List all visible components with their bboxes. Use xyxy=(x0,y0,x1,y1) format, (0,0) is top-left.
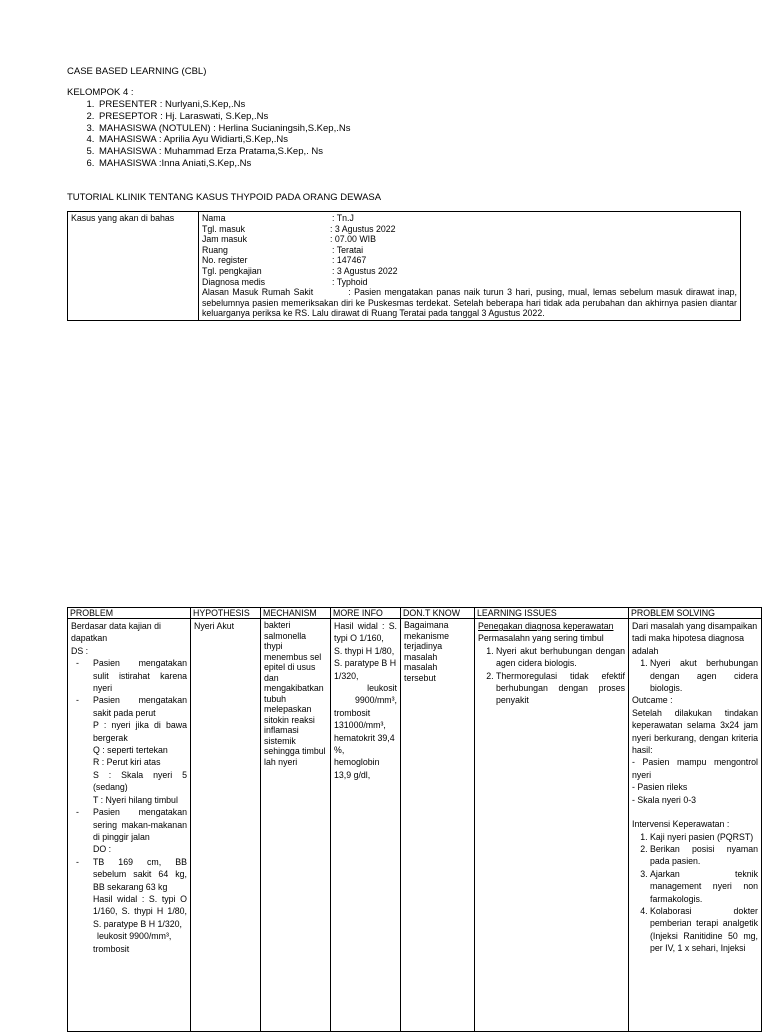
pqrst-p: P : nyeri jika di bawa bergerak xyxy=(93,720,187,743)
case-table xyxy=(67,211,741,321)
field-value: : 07.00 WIB xyxy=(330,234,376,245)
member-item: 5. MAHASISWA : Muhammad Erza Pratama,S.Kep,. Ns xyxy=(97,146,350,158)
learning-intro: Permasalahn yang sering timbul xyxy=(478,633,604,644)
member-item: 2. PRESEPTOR : Hj. Laraswati, S.Kep,.Ns xyxy=(97,111,350,123)
list-item: 2. Thermoregulasi tidak efektif berhubungan dengan proses penyakit xyxy=(496,670,625,707)
document-title: CASE BASED LEARNING (CBL) xyxy=(67,66,207,77)
field-value: : Teratai xyxy=(332,244,364,255)
solving-intro: Dari masalah yang disampaikan tadi maka hipotesa diagnosa adalah xyxy=(632,621,758,656)
header-row xyxy=(68,608,762,619)
more-info-line: Hasil widal : S. typi O 1/160, xyxy=(334,621,397,644)
cbl-table xyxy=(67,607,762,1032)
criteria-item: - Pasien rileks xyxy=(632,782,688,793)
more-info-line: S. thypi H 1/80, xyxy=(334,645,395,656)
field-value: : 3 Agustus 2022 xyxy=(330,223,396,234)
tutorial-title: TUTORIAL KLINIK TENTANG KASUS THYPOID PADA ORANG DEWASA xyxy=(67,192,382,203)
member-item: 6. MAHASISWA :Inna Aniati,S.Kep,.Ns xyxy=(97,158,350,170)
pqrst-t: T : Nyeri hilang timbul xyxy=(93,794,178,805)
list-item: 3. Ajarkan teknik management nyeri non farmakologis. xyxy=(650,868,758,905)
list-item: - TB 169 cm, BB sebelum sakit 64 kg, BB sekarang 63 kg xyxy=(71,856,187,893)
header-more-info: MORE INFO xyxy=(331,608,401,619)
intervensi-label: Intervensi Keperawatan : xyxy=(632,819,730,830)
case-field-nama xyxy=(202,213,737,224)
list-item: - Pasien mengatakan sakit pada perut xyxy=(71,694,187,719)
field-key: Tgl. masuk xyxy=(202,223,246,234)
field-key: No. register xyxy=(202,255,248,266)
learning-list xyxy=(478,645,625,707)
case-field-no-register xyxy=(202,255,737,266)
cell-more-info xyxy=(331,619,401,1032)
list-item: 1. Nyeri akut berhubungan dengan agen cidera biologis. xyxy=(496,645,625,670)
field-value: : 147467 xyxy=(332,255,367,266)
list-item: 2. Berikan posisi nyaman pada pasien. xyxy=(650,843,758,868)
case-field-diagnosa xyxy=(202,277,737,288)
cell-mechanism: bakteri salmonella thypi menembus sel epitel di usus dan mengakibatkan tubuh melepaskan sitokin reaksi inflamasi sistemik sehingga timbul lah nyeri xyxy=(261,619,331,1032)
table-row xyxy=(68,619,762,1032)
more-info-line: hematokrit 39,4 %, xyxy=(334,732,395,756)
member-item: 3. MAHASISWA (NOTULEN) : Herlina Sucianingsih,S.Kep,.Ns xyxy=(97,123,350,135)
alasan-text: : Pasien mengatakan panas naik turun 3 hari, pusing, mual, lemas sebelum masuk dirawat inap, sebelumnya pasien memeriksakan diri ke Puskesmas terdekat. Setelah beberapa hari tidak ada perubahan dan akhirnya pasien diantar keluarganya periksa ke RS. Lalu dirawat di Ruang Teratai pada tanggal 3 Agustus 2022. xyxy=(202,287,737,319)
field-key: Jam masuk xyxy=(202,234,247,245)
field-key: Nama xyxy=(202,213,226,223)
criteria-item: - Pasien mampu mengontrol nyeri xyxy=(632,757,758,780)
problem-intro: Berdasar data kajian di dapatkan xyxy=(71,621,161,644)
more-info-line: trombosit 131000/mm³, xyxy=(334,707,386,731)
pqrst-r: R : Perut kiri atas xyxy=(93,757,161,768)
case-field-tgl-pengkajian xyxy=(202,266,737,277)
problem-ds-label: DS : xyxy=(71,645,89,656)
header-dont-know: DON.T KNOW xyxy=(401,608,475,619)
case-alasan xyxy=(202,287,737,319)
case-field-ruang xyxy=(202,245,737,256)
intervention-list xyxy=(632,831,758,955)
pqrst-s: S : Skala nyeri 5 (sedang) xyxy=(93,769,187,793)
member-item: 1. PRESENTER : Nurlyani,S.Kep,.Ns xyxy=(97,99,350,111)
case-field-jam-masuk xyxy=(202,234,737,245)
header-problem-solving: PROBLEM SOLVING xyxy=(629,608,762,619)
alasan-label: Alasan Masuk Rumah Sakit xyxy=(202,287,314,298)
problem-do-label: DO : xyxy=(93,844,112,855)
field-value: : 3 Agustus 2022 xyxy=(332,265,398,276)
outcome-text: Setelah dilakukan tindakan keperawatan selama 3x24 jam nyeri berkurang, dengan kriteria hasil: xyxy=(632,707,758,756)
list-item: - Pasien mengatakan sering makan-makanan di pinggir jalan xyxy=(71,806,187,843)
field-value: : Typhoid xyxy=(332,276,368,287)
learning-heading: Penegakan diagnosa keperawatan xyxy=(478,621,614,631)
list-item: - Pasien mengatakan sulit istirahat karena nyeri xyxy=(71,657,187,694)
list-item: 4. Kolaborasi dokter pemberian terapi analgetik (Injeksi Ranitidine 50 mg, per IV, 1 x sehari, Injeksi xyxy=(650,905,758,955)
cell-hypothesis: Nyeri Akut xyxy=(191,619,261,1032)
outcome-label: Outcame : xyxy=(632,695,673,706)
problem-trombosit: trombosit xyxy=(93,943,130,954)
cell-problem xyxy=(68,619,191,1032)
problem-widal: Hasil widal : S. typi O 1/160, S. thypi H 1/80, S. paratype B H 1/320, xyxy=(93,893,187,929)
criteria-item: - Skala nyeri 0-3 xyxy=(632,794,697,805)
header-mechanism: MECHANISM xyxy=(261,608,331,619)
field-key: Diagnosa medis xyxy=(202,276,266,287)
cell-problem-solving xyxy=(629,619,762,1032)
case-label: Kasus yang akan di bahas xyxy=(68,212,199,321)
diagnosis-list xyxy=(632,657,758,694)
cell-learning-issues xyxy=(475,619,629,1032)
header-hypothesis: HYPOTHESIS xyxy=(191,608,261,619)
field-key: Ruang xyxy=(202,244,228,255)
header-learning-issues: LEARNING ISSUES xyxy=(475,608,629,619)
pqrst-q: Q : seperti tertekan xyxy=(93,745,168,756)
field-key: Tgl. pengkajian xyxy=(202,265,262,276)
cell-dont-know: Bagaimana mekanisme terjadinya masalah masalah tersebut xyxy=(401,619,475,1032)
problem-leukosit: leukosit 9900/mm³, xyxy=(97,931,172,942)
member-item: 4. MAHASISWA : Aprilia Ayu Widiarti,S.Kep,.Ns xyxy=(97,134,350,146)
more-info-line: leukosit 9900/mm³, xyxy=(354,683,397,706)
case-details xyxy=(199,212,741,321)
case-field-tgl-masuk xyxy=(202,224,737,235)
more-info-line: hemoglobin 13,9 g/dl, xyxy=(334,757,380,780)
more-info-line: S. paratype B H 1/320, xyxy=(334,658,397,681)
header-problem: PROBLEM xyxy=(68,608,191,619)
field-value: : Tn.J xyxy=(332,213,354,223)
kelompok-label: KELOMPOK 4 : xyxy=(67,87,134,98)
member-list xyxy=(67,99,350,170)
list-item: 1. Nyeri akut berhubungan dengan agen cidera biologis. xyxy=(650,657,758,694)
list-item: 1. Kaji nyeri pasien (PQRST) xyxy=(650,831,758,843)
ds-list xyxy=(71,657,187,719)
